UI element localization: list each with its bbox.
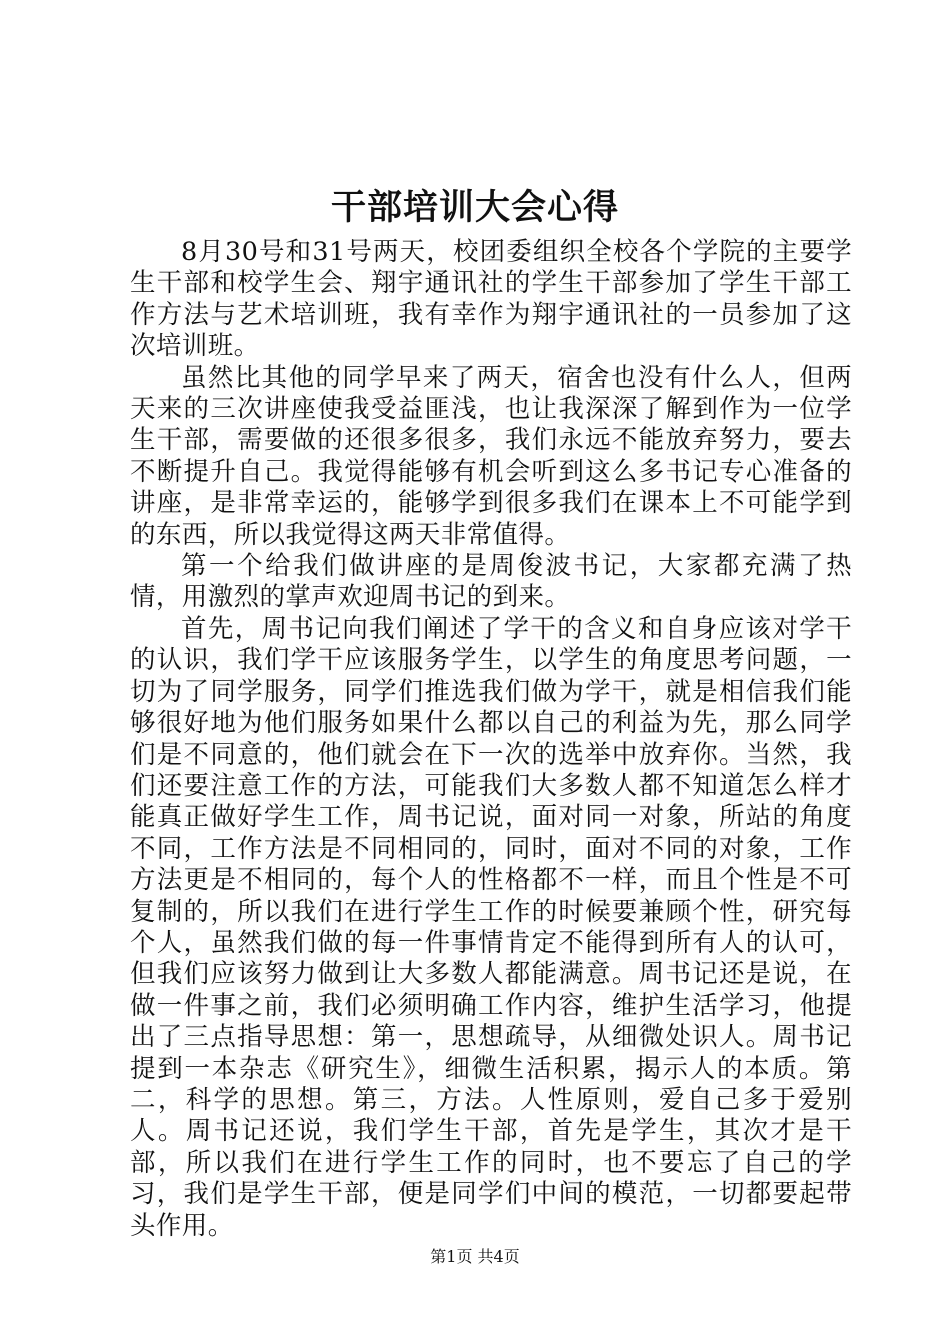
document-title: 干部培训大会心得	[330, 187, 619, 228]
paragraph-4: 首先，周书记向我们阐述了学干的含义和自身应该对学干的认识，我们学干应该服务学生，以学生的角度思考问题，一切为了同学服务，同学们推选我们做为学干，就是相信我们能够很好地为他们服务如果什么都以自己的利益为先，那么同学们是不同意的，他们就会在下一次的选举中放弃你。当然，我们还要注意工作的方法，可能我们大多数人都不知道怎么样才能真正做好学生工作，周书记说，面对同一对象，所站的角度不同，工作方法是不同相同的，同时，面对不同的对象，工作方法更是不相同的，每个人的性格都不一样，而且个性是不可复制的，所以我们在进行学生工作的时候要兼顾个性，研究每个人，虽然我们做的每一件事情肯定不能得到所有人的认可，但我们应该努力做到让大多数人都能满意。周书记还是说，在做一件事之前，我们必须明确工作内容，维护生活学习，他提出了三点指导思想：第一，思想疏导，从细微处识人。周书记提到一本杂志《研究生》，细微生活积累，揭示人的本质。第二，科学的思想。第三，方法。人性原则，爱自己多于爱别人。周书记还说，我们学生干部，首先是学生，其次才是干部，所以我们在进行学生工作的同时，也不要忘了自己的学习，我们是学生干部，便是同学们中间的模范，一切都要起带头作用。	[130, 613, 852, 1241]
document-body	[130, 237, 852, 1242]
paragraph-3: 第一个给我们做讲座的是周俊波书记，大家都充满了热情，用激烈的掌声欢迎周书记的到来。	[130, 551, 852, 613]
page-number-footer: 第1页 共4页	[430, 1247, 520, 1266]
paragraph-1: 8月30号和31号两天，校团委组织全校各个学院的主要学生干部和校学生会、翔宇通讯社的学生干部参加了学生干部工作方法与艺术培训班，我有幸作为翔宇通讯社的一员参加了这次培训班。	[130, 237, 852, 362]
paragraph-2: 虽然比其他的同学早来了两天，宿舍也没有什么人，但两天来的三次讲座使我受益匪浅，也让我深深了解到作为一位学生干部，需要做的还很多很多，我们永远不能放弃努力，要去不断提升自己。我觉得能够有机会听到这么多书记专心准备的讲座，是非常幸运的，能够学到很多我们在课本上不可能学到的东西，所以我觉得这两天非常值得。	[130, 362, 852, 550]
